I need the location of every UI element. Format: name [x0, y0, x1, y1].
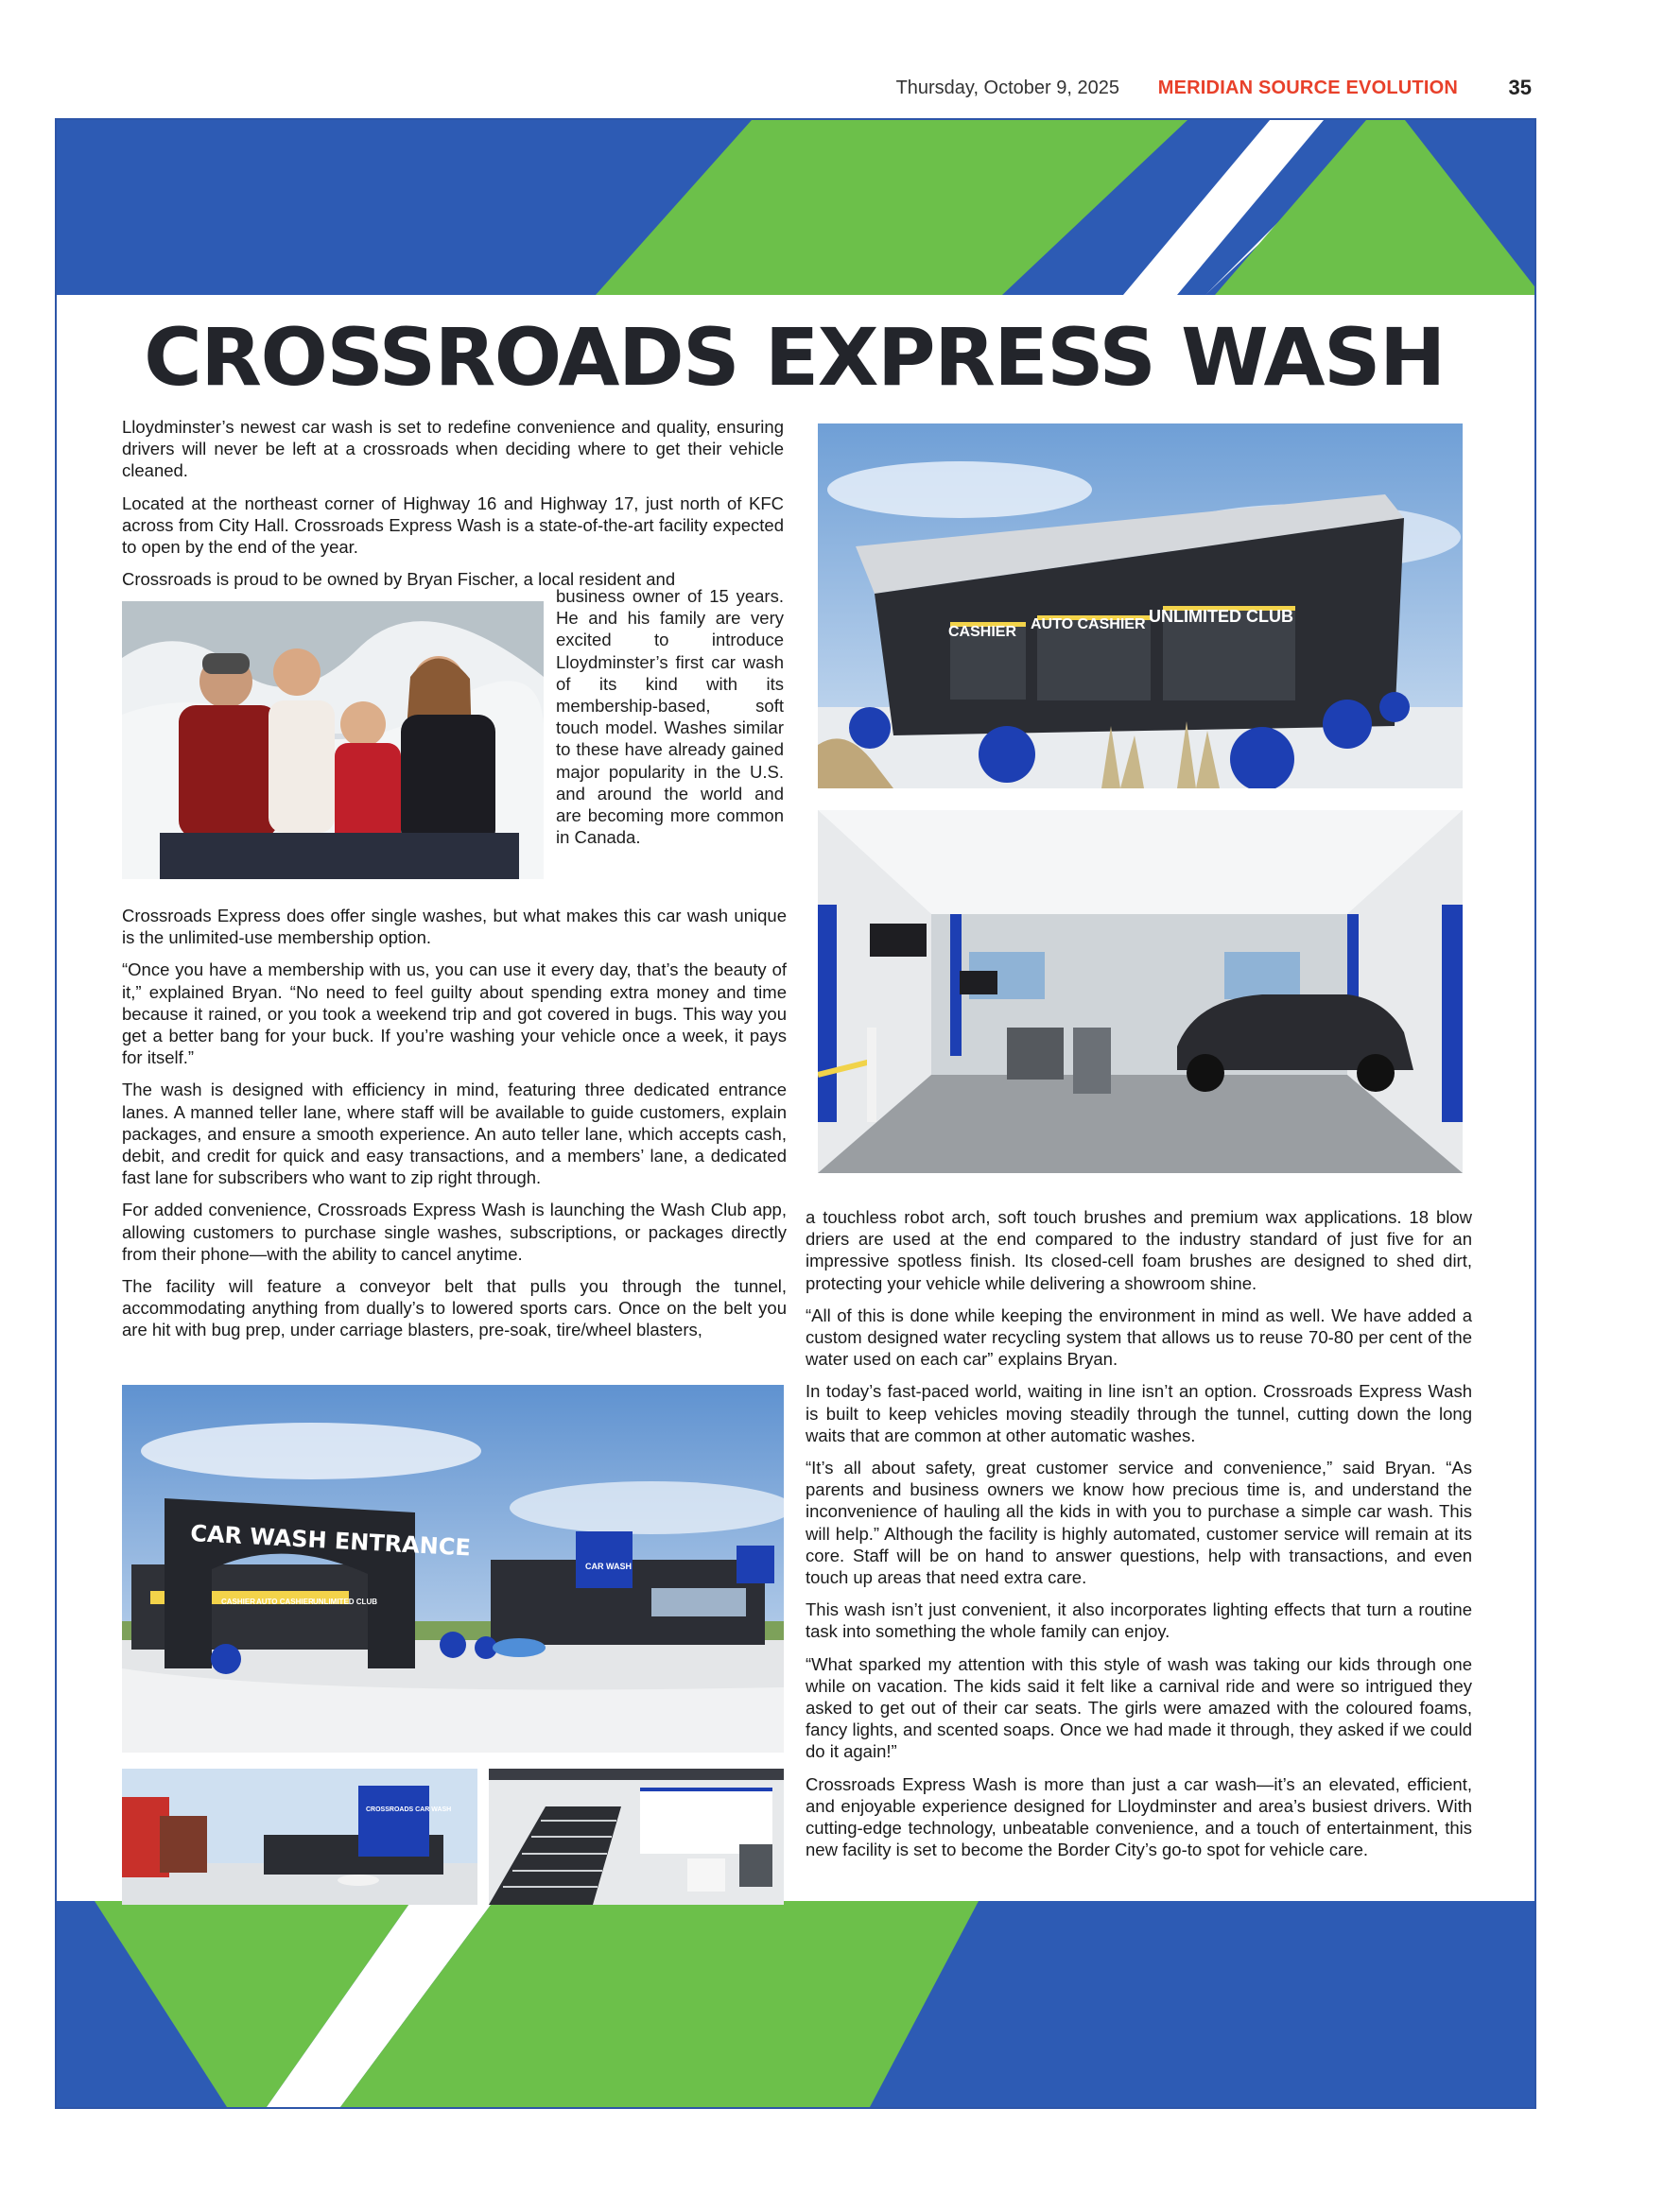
paragraph: a touchless robot arch, soft touch brushes and premium wax applications. 18 blow driers are used at the end compared to the industry standard of just five for an impressive spotless finish. Its closed-cell foam brushes are designed to shed dirt, protecting your vehicle while delivering a showroom shine. [806, 1207, 1472, 1293]
sign-auto-cashier: AUTO CASHIER [1031, 616, 1146, 632]
paragraph: The facility will feature a conveyor belt that pulls you through the tunnel, accommodating anything from dually’s to lowered sports cars. Once on the belt you are hit with bug prep, under carriage blasters, pre-soak, tire/wheel blasters, [122, 1276, 787, 1340]
paragraph: Crossroads Express Wash is more than just a car wash—it’s an elevated, efficient, and enjoyable experience designed for Lloydminster and area’s busiest drivers. With cutting-edge technology, unbeatable convenience, and a touch of entertainment, this new facility is set to become the Border City’s go-to spot for vehicle care. [806, 1773, 1472, 1860]
sign-cashier: CASHIER [948, 624, 1017, 640]
masthead [0, 76, 1532, 100]
publication-name: MERIDIAN SOURCE EVOLUTION [1157, 78, 1458, 98]
interior-stairs-rendering [489, 1769, 784, 1905]
paragraph: “What sparked my attention with this style of wash was taking our kids through one while on vacation. The kids said it felt like a carnival ride and were so intrigued they asked to get out of their car seats. The girls were amazed with the coloured foams, fancy lights, and scented soaps. Once we had made it through, they asked if we could do it again!” [806, 1653, 1472, 1762]
paragraph: “All of this is done while keeping the environment in mind as well. We have added a custom designed water recycling system that allows us to reuse 70-80 per cent of the water used on each car” explains Bryan. [806, 1305, 1472, 1370]
paragraph: Located at the northeast corner of Highway 16 and Highway 17, just north of KFC across from City Hall. Crossroads Express Wash is a state-of-the-art facility expected to open by the end of the year. [122, 493, 784, 558]
building-exterior-rendering [818, 423, 1463, 788]
paragraph: For added convenience, Crossroads Express Wash is launching the Wash Club app, allowing customers to purchase single washes, subscriptions, or packages directly from their phone—with the ability to cancel anytime. [122, 1200, 787, 1264]
paragraph: Crossroads is proud to be owned by Bryan Fischer, a local resident and [122, 569, 676, 590]
right-column [806, 1206, 1472, 1871]
entrance-building-sign: CAR WASH [585, 1562, 632, 1571]
tunnel-interior-rendering [818, 810, 1463, 1173]
entrance-lane-sign-auto-cashier: AUTO CASHIER [256, 1598, 314, 1606]
issue-date: Thursday, October 9, 2025 [895, 78, 1119, 98]
entrance-sign: CAR WASH ENTRANCE [189, 1520, 472, 1562]
exterior-corner-rendering [122, 1769, 477, 1905]
paragraph: “It’s all about safety, great customer service and convenience,” said Bryan. “As parents and business owners we know how precious time is, and understand the inconvenience of hauling all the kids in with you to purchase a simple car wash. This will help.” Although the facility is highly automated, customer service will remain at its core. Staff will be on hand to answer questions, help with transactions, and even touch up areas that need extra care. [806, 1458, 1472, 1588]
paragraph: “Once you have a membership with us, you can use it every day, that’s the beauty of it,” explained Bryan. “No need to feel guilty about spending extra money and time because it rained, or you took a weekend trip and got covered in bugs. This way you get a better bang for your buck. If you’re washing your vehicle once a week, it pays for itself.” [122, 959, 787, 1068]
bottom-decorative-band [57, 1901, 1534, 2107]
entrance-lane-sign-unlimited-club: UNLIMITED CLUB [313, 1598, 377, 1606]
page-number: 35 [1508, 76, 1532, 99]
car-wash-entrance-rendering [122, 1385, 784, 1753]
article-headline: CROSSROADS EXPRESS WASH [144, 311, 1445, 404]
sign-unlimited-club: UNLIMITED CLUB [1149, 607, 1293, 626]
wrap-paragraph: business owner of 15 years. He and his family are very excited to introduce Lloydminster’s first car wash of its kind with its membership-based, soft touch model. Washes similar to these have already gained major popularity in the U.S. and around the world and are becoming more common in Canada. [556, 586, 784, 848]
paragraph: In today’s fast-paced world, waiting in line isn’t an option. Crossroads Express Wash is built to keep vehicles moving steadily through the tunnel, cutting down the long waits that are common at other automatic washes. [806, 1381, 1472, 1445]
left-column [122, 905, 787, 1352]
entrance-lane-sign-cashier: CASHIER [221, 1598, 256, 1606]
paragraph: This wash isn’t just convenient, it also incorporates lighting effects that turn a routine task into something the whole family can enjoy. [806, 1599, 1472, 1642]
paragraph: Lloydminster’s newest car wash is set to redefine convenience and quality, ensuring drivers will never be left at a crossroads when deciding where to get their vehicle cleaned. [122, 417, 784, 481]
paragraph: The wash is designed with efficiency in mind, featuring three dedicated entrance lanes. A manned teller lane, where staff will be available to guide customers, explain packages, and ensure a smooth experience. An auto teller lane, which accepts cash, debit, and credit for quick and easy transactions, and a members’ lane, a dedicated fast lane for subscribers who want to zip right through. [122, 1080, 787, 1188]
exterior-sign: CROSSROADS CAR WASH [366, 1806, 452, 1813]
paragraph: Crossroads Express does offer single washes, but what makes this car wash unique is the unlimited-use membership option. [122, 906, 787, 948]
top-decorative-band [57, 120, 1534, 295]
family-photo [122, 601, 544, 879]
intro-column [122, 416, 784, 600]
